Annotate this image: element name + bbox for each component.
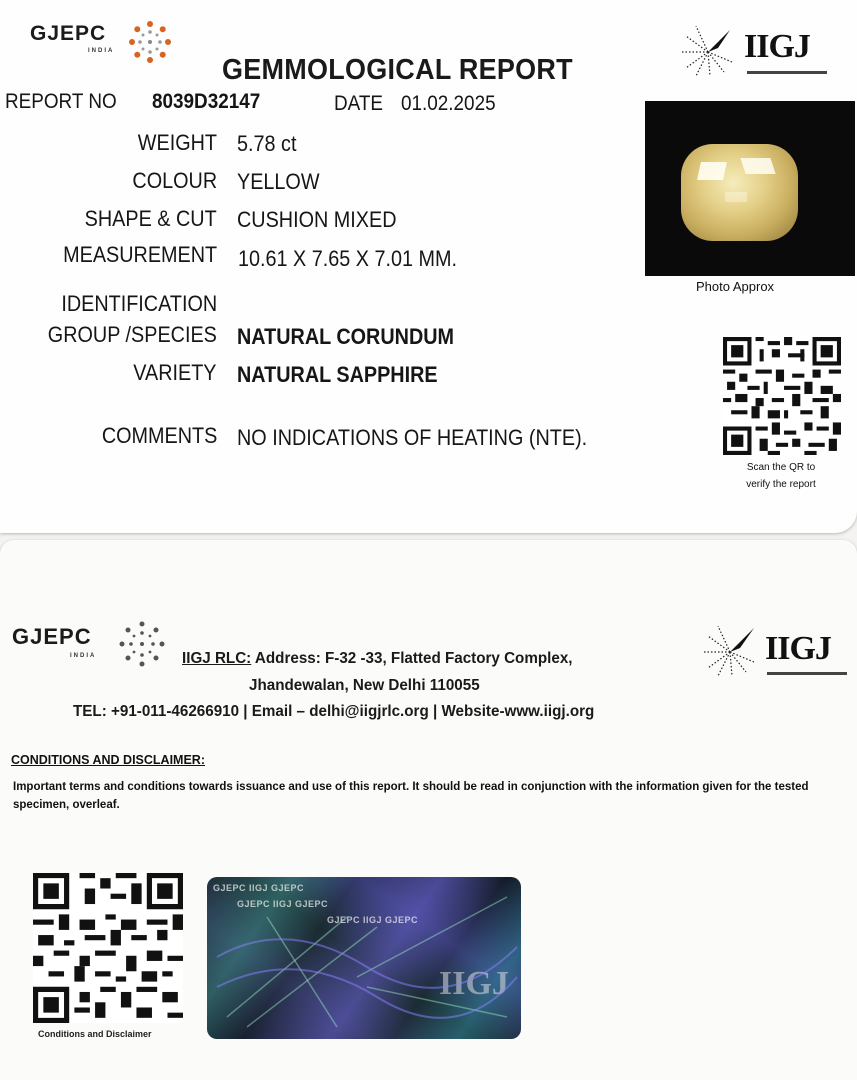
iigj-starburst-icon bbox=[680, 22, 740, 78]
address-label: IIGJ RLC: bbox=[182, 650, 252, 667]
hologram-row-3: GJEPC IIGJ GJEPC bbox=[327, 915, 419, 925]
qr-code-icon[interactable] bbox=[723, 337, 841, 455]
gjepc-logo bbox=[30, 22, 106, 46]
address-line1 bbox=[182, 650, 572, 668]
bottom-qr-caption: Conditions and Disclaimer bbox=[38, 1029, 152, 1039]
iigj-logo-underline-bottom bbox=[767, 672, 847, 675]
measurement-value: 10.61 X 7.65 X 7.01 MM. bbox=[238, 246, 458, 271]
qr-caption-line2: verify the report bbox=[746, 479, 816, 490]
colour-label: COLOUR bbox=[132, 168, 217, 193]
report-no-label: REPORT NO bbox=[5, 90, 117, 113]
gjepc-logo-text: GJEPC bbox=[30, 22, 107, 45]
report-card-front bbox=[0, 0, 857, 533]
photo-caption: Photo Approx bbox=[696, 279, 775, 294]
qr-caption bbox=[726, 459, 836, 493]
conditions-body: Important terms and conditions towards issuance and use of this report. It should be read in conjunction with the information given for the tested specimen, overleaf. bbox=[13, 781, 809, 811]
comments-label: COMMENTS bbox=[101, 423, 217, 448]
measurement-label: MEASUREMENT bbox=[62, 242, 217, 267]
qr-code-icon[interactable] bbox=[33, 873, 183, 1023]
date-value: 01.02.2025 bbox=[401, 92, 496, 115]
hologram-row-1: GJEPC IIGJ GJEPC bbox=[213, 883, 305, 893]
gem-stone-image bbox=[681, 144, 798, 241]
iigj-logo-text: IIGJ bbox=[744, 28, 810, 65]
hologram-pattern-icon bbox=[207, 877, 521, 1039]
report-no-value: 8039D32147 bbox=[152, 90, 261, 113]
gem-photo bbox=[645, 101, 855, 276]
colour-value: YELLOW bbox=[237, 169, 320, 194]
identification-label: IDENTIFICATION bbox=[61, 291, 217, 316]
gjepc-sunburst-icon bbox=[116, 618, 168, 670]
iigj-logo-underline bbox=[747, 71, 827, 74]
weight-value: 5.78 ct bbox=[237, 131, 297, 156]
variety-label: VARIETY bbox=[133, 360, 217, 385]
shape-cut-label: SHAPE & CUT bbox=[84, 206, 217, 231]
qr-caption-line1: Scan the QR to bbox=[746, 462, 816, 473]
hologram-logo: IIGJ bbox=[439, 965, 509, 1002]
gjepc-logo-sub: INDIA bbox=[88, 48, 115, 54]
gjepc-logo-bottom: GJEPC bbox=[12, 624, 92, 649]
address-text: Address: F-32 -33, Flatted Factory Complex, bbox=[251, 650, 573, 667]
address-line2: Jhandewalan, New Delhi 110055 bbox=[249, 677, 480, 694]
shape-cut-value: CUSHION MIXED bbox=[237, 207, 397, 232]
report-title: GEMMOLOGICAL REPORT bbox=[222, 54, 573, 86]
date-label: DATE bbox=[334, 92, 384, 115]
conditions-title: CONDITIONS AND DISCLAIMER: bbox=[11, 753, 205, 767]
gjepc-logo-sub-bottom: INDIA bbox=[70, 653, 97, 659]
group-species-label: GROUP /SPECIES bbox=[47, 322, 217, 347]
hologram-seal-icon bbox=[207, 877, 521, 1039]
group-species-value: NATURAL CORUNDUM bbox=[237, 324, 455, 349]
iigj-starburst-icon bbox=[702, 620, 762, 678]
comments-value: NO INDICATIONS OF HEATING (NTE). bbox=[237, 425, 588, 450]
gjepc-sunburst-icon bbox=[126, 18, 174, 66]
contact-line: TEL: +91-011-46266910 | Email – delhi@iigjrlc.org | Website-www.iigj.org bbox=[73, 703, 595, 720]
weight-label: WEIGHT bbox=[137, 130, 217, 155]
iigj-logo-text-bottom: IIGJ bbox=[765, 630, 831, 667]
hologram-row-2: GJEPC IIGJ GJEPC bbox=[237, 899, 329, 909]
variety-value: NATURAL SAPPHIRE bbox=[237, 362, 438, 387]
